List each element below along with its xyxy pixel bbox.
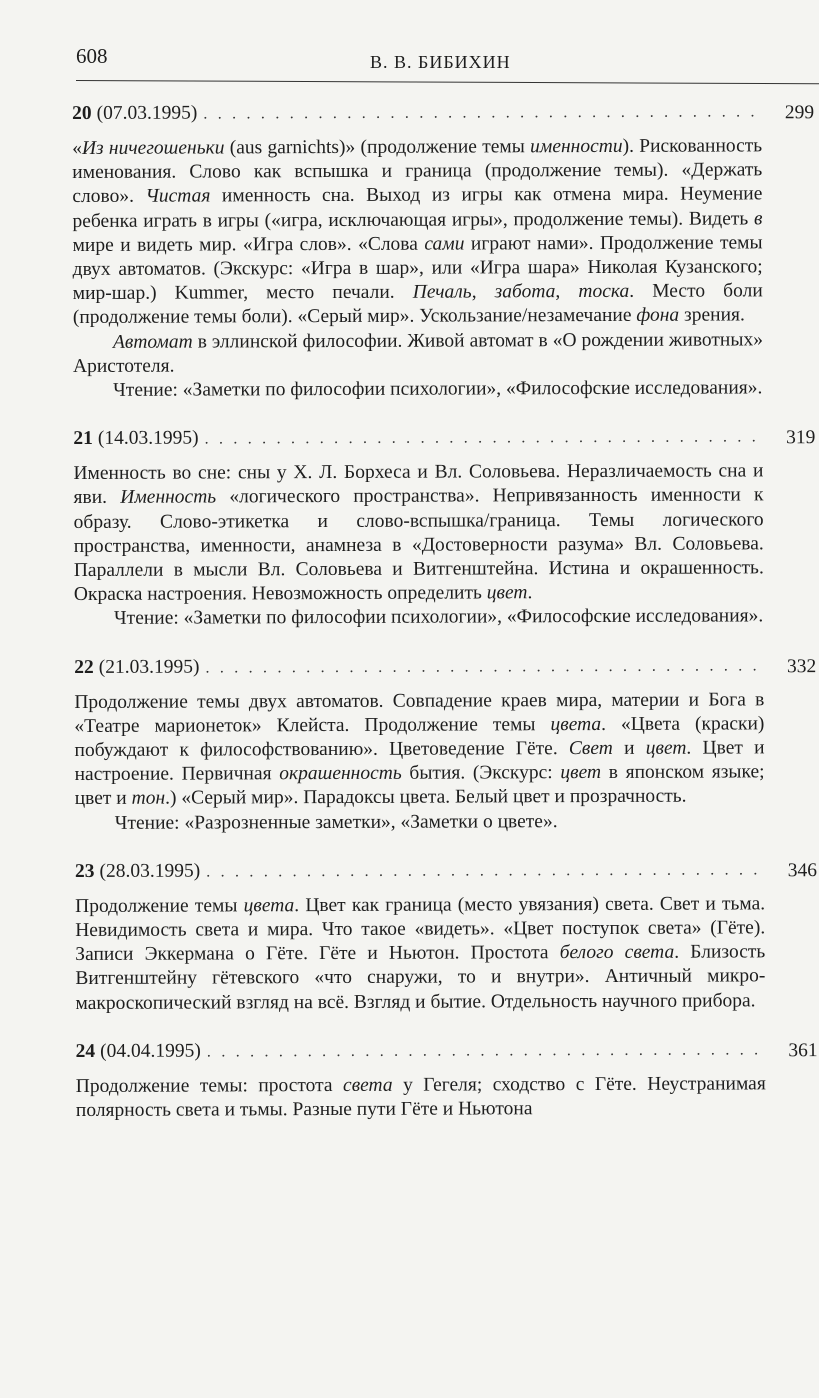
- page-reference: 361: [788, 1040, 818, 1062]
- italic-term: Свет: [568, 737, 613, 760]
- italic-term: Печаль: [412, 281, 472, 303]
- page-header: [76, 42, 819, 82]
- italic-term: Автомат: [112, 331, 193, 353]
- contents-list: [72, 97, 818, 1145]
- italic-term: именности: [530, 135, 623, 158]
- italic-term: окрашенность: [279, 763, 402, 785]
- summary-paragraph: Продолжение темы двух автоматов. Совпадение краев мира, материи и Бога в «Театре марионеток» Клейста. Продолжение темы цвета. «Цвета (краски) побуждают к философствованию». Цветоведение Гёте. Свет и цвет. Цвет и настроение. Первичная окрашенность бытия. (Экскурс: цвет в японском языке; цвет и тон.) «Серый мир». Парадоксы цвета. Белый цвет и прозрачность.: [74, 689, 765, 810]
- lecture-date: (21.03.1995): [98, 656, 200, 678]
- summary-paragraph: Чтение: «Заметки по философии психологии», «Философские исследования».: [113, 605, 764, 630]
- italic-term: цвета: [243, 895, 295, 917]
- summary-paragraph: Продолжение темы цвета. Цвет как граница (место увязания) света. Свет и тьма. Невидимость света и мира. Что такое «видеть». «Цвет поступок света» (Гёте). Записи Эккермана о Гёте. Гёте и Ньютон. Простота белого света. Близость Витгенштейну гётевского «что снаружи, то и внутри». Античный микро-макроскопический взгляд на всё. Взгляд и бытие. Отдельность научного прибора.: [75, 893, 766, 1014]
- entry-summary: [72, 134, 763, 403]
- italic-term: фона: [636, 305, 680, 327]
- entry-summary: [75, 892, 765, 1016]
- lecture-number: 20: [72, 102, 92, 124]
- dot-leader: [207, 1036, 760, 1066]
- entry-heading: [75, 1035, 818, 1067]
- italic-term: тон: [131, 788, 166, 810]
- dot-leader: [205, 424, 758, 454]
- italic-term: в: [753, 207, 763, 229]
- toc-entry: [75, 1035, 818, 1123]
- page-number: 608: [76, 44, 108, 68]
- italic-term: Чистая: [145, 185, 211, 208]
- toc-entry: [72, 97, 815, 403]
- summary-paragraph: Продолжение темы: простота света у Гегеля; сходство с Гёте. Неустранимая полярность света и тьмы. Разные пути Гёте и Ньютона: [75, 1073, 766, 1122]
- lecture-date: (04.04.1995): [100, 1040, 201, 1062]
- entry-heading: [74, 855, 818, 887]
- italic-term: Именность: [120, 486, 217, 509]
- italic-term: цвета: [550, 713, 602, 736]
- italic-term: тоска: [578, 281, 630, 303]
- lecture-date: (28.03.1995): [99, 860, 201, 882]
- page-reference: 332: [786, 655, 817, 677]
- page-reference: 299: [784, 102, 815, 124]
- italic-term: Из ничегошеньки: [81, 137, 225, 159]
- italic-term: цвет: [560, 762, 602, 784]
- italic-term: белого света: [559, 941, 675, 964]
- entry-summary: [74, 688, 765, 836]
- summary-paragraph: Автомат в эллинской философии. Живой автомат в «О рождении животных» Аристотеля.: [72, 328, 763, 377]
- lecture-date: (14.03.1995): [97, 427, 199, 450]
- italic-term: сами: [424, 233, 465, 255]
- page-reference: 319: [786, 427, 816, 449]
- summary-paragraph: Чтение: «Разрозненные заметки», «Заметки о цвете».: [114, 810, 558, 834]
- summary-paragraph: Именность во сне: сны у Х. Л. Борхеса и Вл. Соловьева. Неразличаемость сна и яви. Именность «логического пространства». Непривязанность именности к образу. Слово-этикетка и слово-вспышка/граница. Темы логического пространства, именности, анамнеза в «Достоверности разума» Вл. Соловьева. Параллели в мысли Вл. Соловьева и Витгенштейна. Истина и окрашенность. Окраска настроения. Невозможность определить цвет.: [73, 460, 764, 606]
- italic-term: забота: [494, 281, 556, 303]
- entry-summary: [73, 460, 764, 632]
- lecture-number: 21: [73, 428, 93, 450]
- toc-entry: [74, 651, 817, 836]
- lecture-date: (07.03.1995): [96, 102, 198, 124]
- summary-paragraph: «Из ничегошеньки (aus garnichts)» (продолжение темы именности). Рискованность именования. Слово как вспышка и граница (продолжение темы). «Держать слово». Чистая именность сна. Выход из игры как отмена мира. Неумение ребенка играть в игры («игра, исключающая игры», продолжение темы). Видеть в мире и видеть мир. «Игра слов». «Слова сами играют нами». Продолжение темы двух автоматов. (Экскурс: «Игра в шар», или «Игра шара» Николая Кузанского; мир-шар.) Kummer, место печали. Печаль, забота, тоска. Место боли (продолжение темы боли). «Серый мир». Ускользание/незамечание фона зрения.: [72, 135, 763, 329]
- toc-entry: [73, 423, 816, 632]
- lecture-number: 22: [74, 656, 94, 678]
- italic-term: света: [342, 1074, 393, 1096]
- running-title: В. В. БИБИХИН: [370, 52, 511, 72]
- entry-heading: [72, 97, 815, 129]
- page-reference: 346: [787, 860, 818, 882]
- dot-leader: [203, 98, 756, 128]
- entry-summary: [76, 1072, 766, 1123]
- toc-entry: [74, 855, 818, 1016]
- dot-leader: [205, 652, 758, 682]
- summary-paragraph: Чтение: «Заметки по философии психологии», «Философские исследования».: [113, 377, 763, 401]
- lecture-number: 23: [74, 860, 95, 882]
- italic-term: цвет: [645, 737, 687, 759]
- lecture-number: 24: [75, 1040, 96, 1062]
- italic-term: цвет: [486, 582, 528, 604]
- entry-heading: [74, 651, 817, 683]
- entry-heading: [73, 423, 816, 455]
- dot-leader: [206, 856, 759, 886]
